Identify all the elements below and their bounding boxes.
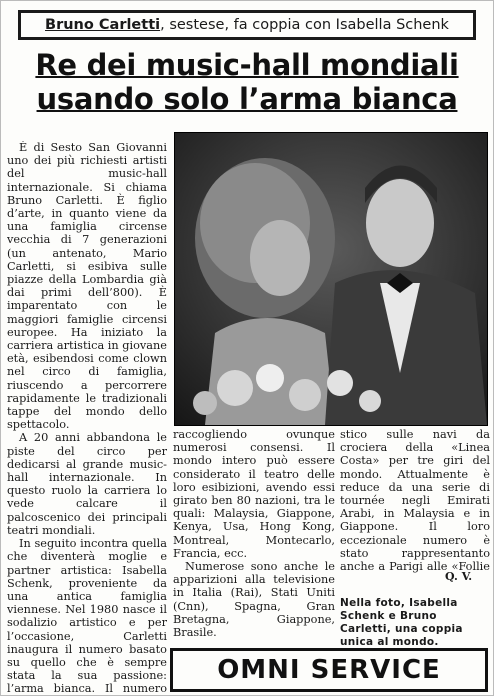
photo-illustration (175, 133, 487, 425)
paragraph: In seguito incontra quella che diventerà moglie e partner artistica: Isabella Schenk, proveniente da una antica famiglia viennese. Nel 1980 nasce il sodalizio artistico e per l’occasione, Carletti inaugura il numero basato su quello che è sempre stata la sua passione: l’arma bianca. Il numero (7, 537, 167, 696)
couple-photo (174, 132, 488, 426)
kicker (18, 10, 476, 40)
headline-line-2: usando solo l’arma bianca (36, 82, 458, 116)
paragraph (173, 639, 335, 640)
paragraph: A 20 anni abbandona le piste del circo per dedicarsi al grande music-hall internazionale. In questo ruolo la carriera lo vede calcare il palcoscenico dei principali teatri mondiali. (7, 431, 167, 537)
photo-caption: Nella foto, Isabella Schenk e Bruno Carletti, una coppia unica al mondo. (340, 597, 463, 648)
advertisement-banner: OMNI SERVICE (170, 648, 488, 692)
kicker-text: , sestese, fa coppia con Isabella Schenk (160, 17, 449, 33)
paragraph: stico sulle navi da crociera della «Linea Costa» per tre giri del mondo. Attualmente è reduce da una serie di tournée negli Emirati Arabi, in Malaysia e in Giappone. Il loro eccezionale numero è stato rappresentanto anche a Parigi alle «Follie (340, 428, 490, 573)
paragraph: È di Sesto San Giovanni uno dei più richiesti artisti del music-hall internazionale. Si chiama Bruno Carletti. È figlio d’arte, in quanto viene da una famiglia circense vecchia di 7 generazioni (un antenato, Mario Carletti, si esibiva sulle piazze della Lombardia già dai primi dell’800). È imparentato con le maggiori famiglie circensi europee. Ha iniziato la carriera artistica in giovane età, esibendosi come clown nel circo di famiglia, riuscendo a percorrere rapidamente le tradizionali tappe del mondo dello spettacolo. (7, 141, 167, 432)
author-initials: Q. V. (445, 570, 473, 583)
headline-line-1: Re dei music-hall mondiali (35, 48, 459, 82)
paragraph: raccogliendo ovunque numerosi consensi. Il mondo intero può essere considerato il teatro delle loro esibizioni, avendo essi girato ben 80 nazioni, tra le quali: Malaysia, Giappone, Kenya, Usa, Hong Kong, Montreal, Montecarlo, Francia, ecc. (173, 428, 335, 560)
article-column-2 (173, 428, 335, 640)
kicker-name: Bruno Carletti (45, 17, 161, 33)
article-column-1 (7, 141, 167, 696)
article-column-3 (340, 428, 490, 573)
paragraph: Numerose sono anche le apparizioni alla televisione in Italia (Rai), Stati Uniti (Cnn), Spagna, Gran Bretagna, Giappone, Brasile. (173, 560, 335, 640)
headline (6, 48, 488, 116)
